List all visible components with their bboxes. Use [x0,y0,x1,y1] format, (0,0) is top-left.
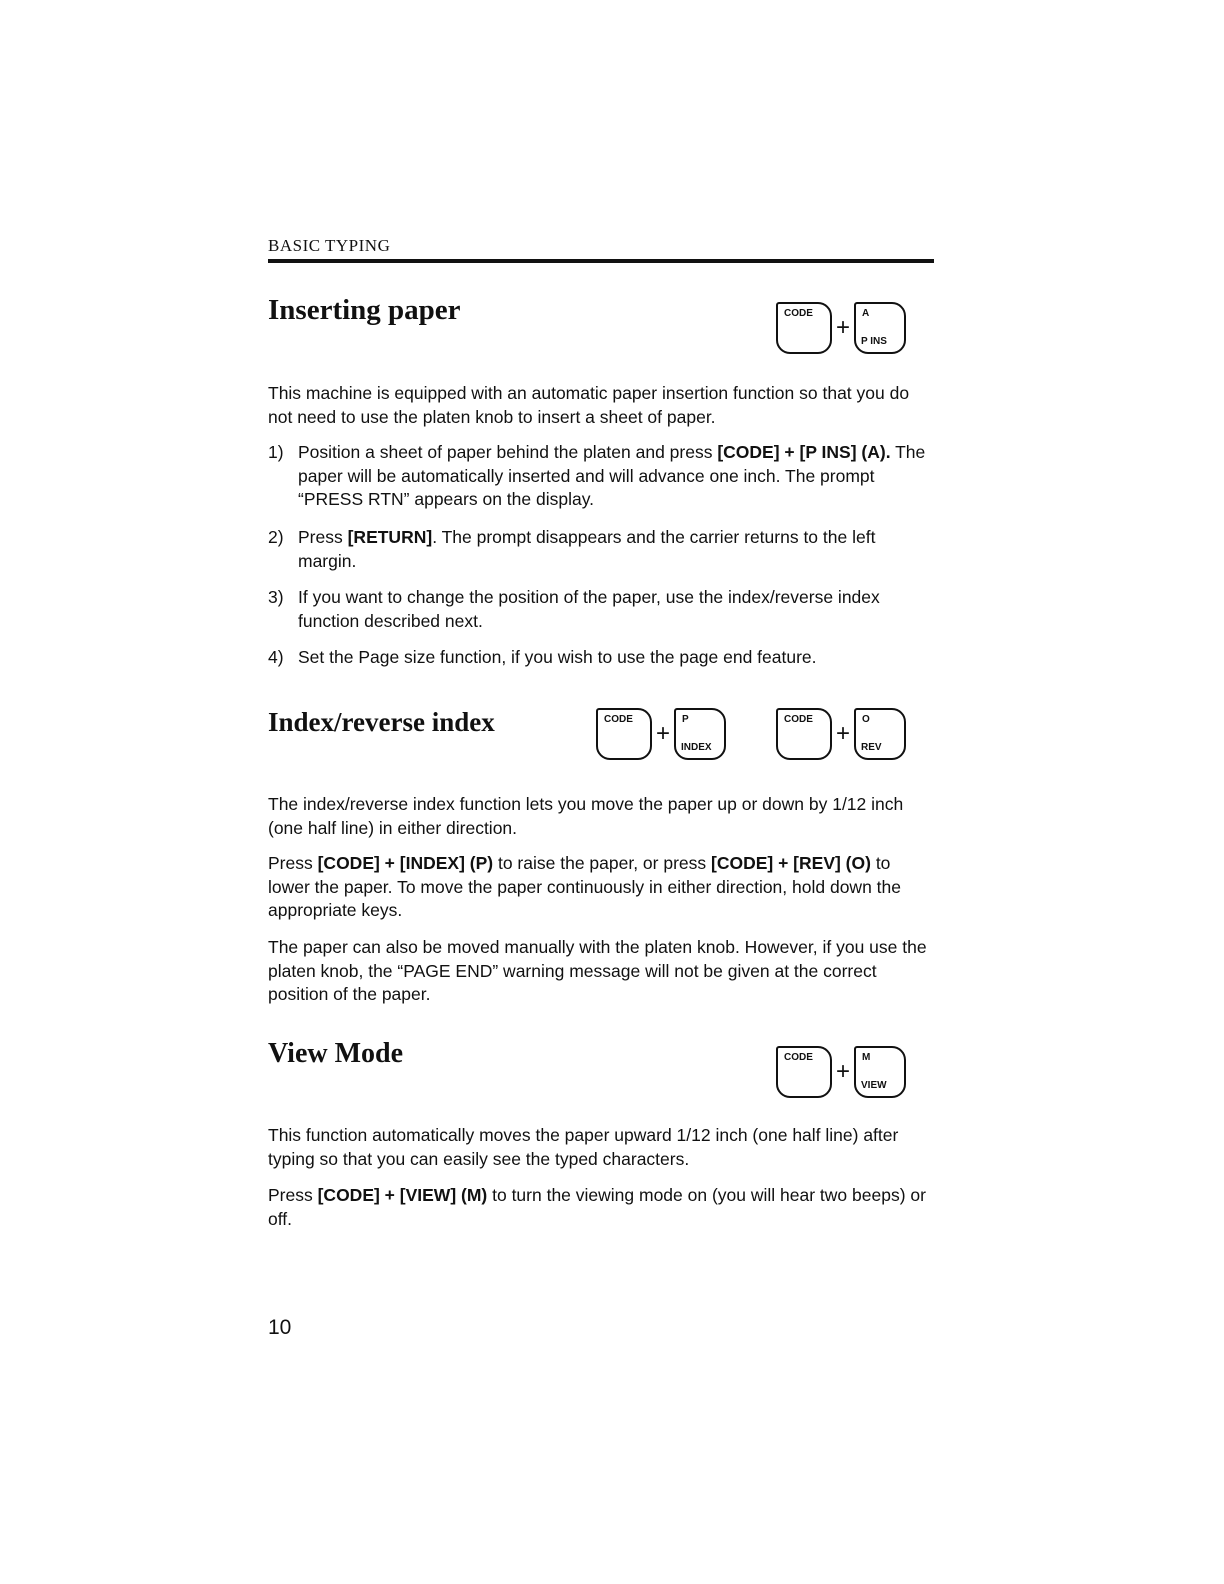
header-rule [268,259,934,263]
step-text: Press [298,527,348,547]
paragraph-text: Press [268,1185,318,1205]
step-text: The paper will be automatically inserted and will advance one inch. The prompt “PRESS RTN” appears on the display. [298,442,926,509]
plus-sign: + [835,1058,850,1085]
p-index-key [674,708,726,760]
key-combo-reverse-index [776,708,906,760]
code-key [776,708,832,760]
inserting-intro: This machine is equipped with an automatic paper insertion function so that you do not need to use the platen knob to insert a sheet of paper. [268,383,910,427]
section-title-view-mode: View Mode [268,1038,404,1069]
step-text: . The prompt disappears and the carrier returns to the left margin. [298,527,876,571]
key-bottom-label: INDEX [681,742,712,753]
page-number: 10 [268,1316,292,1339]
paragraph-text: to turn the viewing mode on (you will hear two beeps) or off. [268,1185,926,1229]
list-item [268,646,934,670]
key-bottom-label: VIEW [861,1080,887,1091]
paragraph-text: Press [268,853,318,873]
view-paragraph-2 [268,1184,934,1231]
m-view-key [854,1046,906,1098]
section-title-index: Index/reverse index [268,707,495,737]
list-number: 3) [268,587,284,607]
code-key-label: CODE [784,1052,813,1063]
code-key-label: CODE [784,714,813,725]
paragraph-text: to raise the paper, or press [493,853,712,873]
list-number: 4) [268,647,284,667]
key-reference: [RETURN] [347,527,433,547]
key-top-label: M [862,1052,871,1063]
key-combo-paper-insert [776,302,906,354]
key-bottom-label: REV [861,742,882,753]
plus-sign: + [835,314,850,341]
key-top-label: A [862,308,870,319]
index-paragraph-3: The paper can also be moved manually with the platen knob. However, if you use the platen knob, the “PAGE END” warning message will not be given at the correct position of the paper. [268,937,927,1004]
step-text: Set the Page size function, if you wish to use the page end feature. [298,647,817,667]
a-pins-key [854,302,906,354]
code-key-label: CODE [784,308,813,319]
section-title-inserting-paper: Inserting paper [268,294,461,326]
paragraph-text: to lower the paper. To move the paper continuously in either direction, hold down the appropriate keys. [268,853,901,920]
index-paragraph-2 [268,852,934,923]
plus-sign: + [835,720,850,747]
list-number: 1) [268,442,284,462]
o-rev-key [854,708,906,760]
list-item [268,526,934,573]
list-item [268,441,934,512]
key-reference: [CODE] + [INDEX] (P) [317,853,494,873]
list-number: 2) [268,527,284,547]
step-text: If you want to change the position of the paper, use the index/reverse index function described next. [298,587,880,631]
key-reference: [CODE] + [REV] (O) [711,853,871,873]
key-top-label: P [682,714,689,725]
list-item [268,586,934,633]
key-reference: [CODE] + [VIEW] (M) [317,1185,488,1205]
code-key [596,708,652,760]
plus-sign: + [655,720,670,747]
key-combo-view [776,1046,906,1098]
index-paragraph-1: The index/reverse index function lets you move the paper up or down by 1/12 inch (one half line) in either direction. [268,794,904,838]
view-paragraph-1: This function automatically moves the paper upward 1/12 inch (one half line) after typing so that you can easily see the typed characters. [268,1125,899,1169]
code-key-label: CODE [604,714,633,725]
key-bottom-label: P INS [861,336,887,347]
running-head: BASIC TYPING [268,236,391,255]
code-key [776,302,832,354]
key-combo-index [596,708,726,760]
key-reference: [CODE] + [P INS] (A). [717,442,891,462]
step-text: Position a sheet of paper behind the platen and press [298,442,718,462]
key-top-label: O [862,714,870,725]
code-key [776,1046,832,1098]
